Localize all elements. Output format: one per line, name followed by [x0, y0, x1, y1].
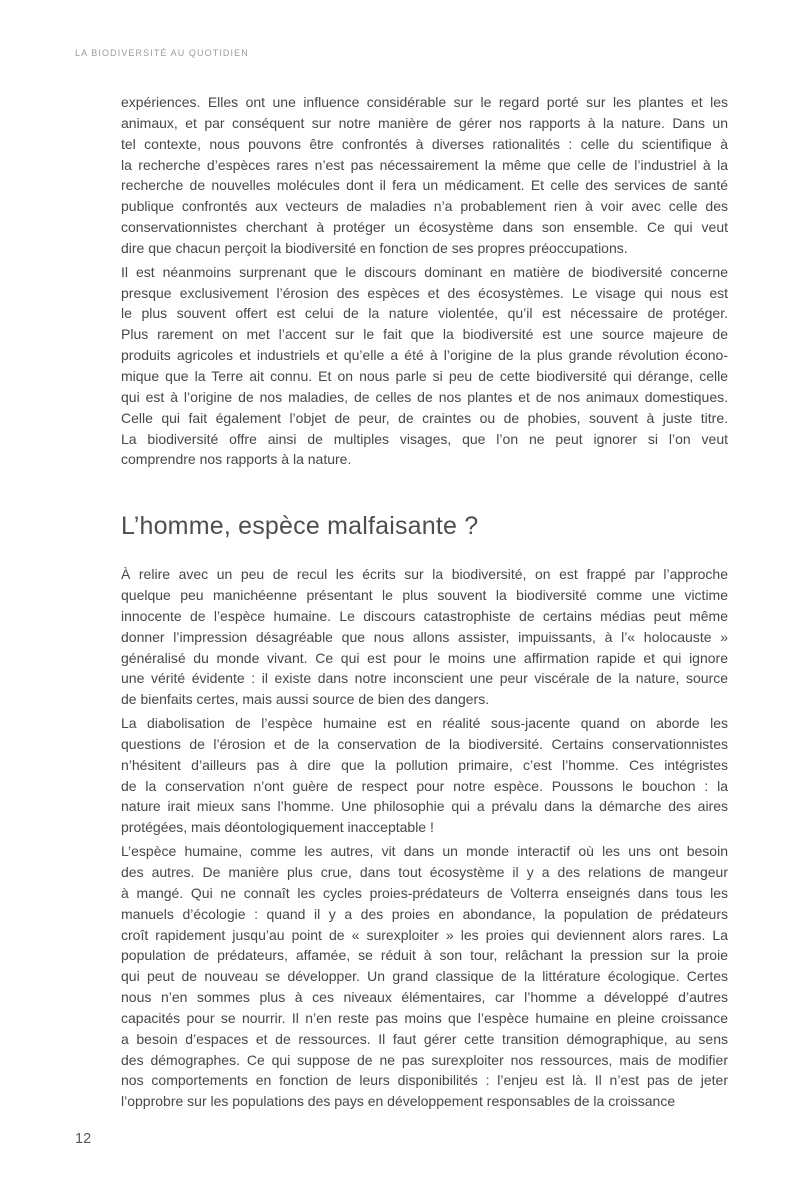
paragraph-line: innocente de l’espèce humaine. Le discours catastrophiste de certains médias peut même — [121, 607, 728, 624]
paragraph-line: manuels d’écologie : quand il y a des proies en abondance, la population de prédateurs — [121, 905, 728, 922]
paragraph-line: expériences. Elles ont une influence considérable sur le regard porté sur les plantes et les — [121, 94, 728, 110]
paragraph-line: tel contexte, nous pouvons être confrontés à diverses rationalités : celle du scientifique à — [121, 135, 728, 152]
paragraph-line: produits agricoles et industriels et qu’elle a été à l’origine de la plus grande révolution écono- — [121, 347, 728, 364]
paragraph-line: publique confrontés aux vecteurs de maladies n’a probablement rien à voir avec celle des — [121, 198, 728, 215]
paragraph-line: des autres. De manière plus crue, dans tout écosystème il y a des relations de mangeur — [121, 864, 728, 880]
paragraph-line: qui peut de nouveau se développer. Un grand classique de la littérature écologique. Certes — [121, 968, 728, 985]
paragraph-line: n’hésitent d’ailleurs pas à dire que la pollution primaire, c’est l’homme. Ces intégristes — [121, 756, 728, 773]
paragraph-line: nous n’en sommes plus à ces niveaux élémentaires, car l’homme a développé d’autres — [121, 989, 728, 1006]
paragraph-line: animaux, et par conséquent sur notre manière de gérer nos rapports à la nature. Dans un — [121, 114, 728, 131]
section-heading: L’homme, espèce malfaisante ? — [121, 512, 479, 541]
paragraph-line: comprendre nos rapports à la nature. — [121, 451, 352, 468]
paragraph — [121, 841, 728, 1112]
paragraph-line: généralisé du monde vivant. Ce qui est pour le moins une affirmation rapide et qui ignore — [121, 649, 728, 666]
paragraph-line: le plus souvent offert est celui de la nature violentée, qu’il est nécessaire de protéger. — [121, 305, 728, 322]
paragraph — [121, 713, 728, 838]
paragraph-line: croît rapidement jusqu’au point de « surexploiter » les proies qui deviennent alors rares. La — [121, 926, 728, 943]
paragraph-line: La diabolisation de l’espèce humaine est en réalité sous-jacente quand on aborde les — [121, 715, 728, 732]
paragraph-line: quelque peu manichéenne présentant le plus souvent la biodiversité comme une victime — [121, 587, 728, 604]
paragraph-line: une vérité évidente : il existe dans notre inconscient une peur viscérale de la nature, source — [121, 670, 728, 687]
paragraph-line: la recherche d’espèces rares n’est pas nécessairement la même que celle de l’industriel à la — [121, 156, 728, 173]
paragraph — [121, 92, 728, 259]
paragraph-line: nature irait mieux sans l’homme. Une philosophie qui a prévalu dans la démarche des aires — [121, 798, 728, 815]
paragraph-line: de bienfaits certes, mais aussi source de bien des dangers. — [121, 691, 490, 708]
paragraph-line: protégées, mais déontologiquement inacceptable ! — [121, 819, 434, 836]
running-header: LA BIODIVERSITÉ AU QUOTIDIEN — [75, 48, 249, 58]
paragraph-line: Il est néanmoins surprenant que le discours dominant en matière de biodiversité concerne — [121, 263, 728, 280]
paragraph-line: des démographes. Ce qui suppose de ne pas surexploiter nos ressources, mais de modifier — [121, 1051, 728, 1068]
paragraph-line: Plus rarement on met l’accent sur le fait que la biodiversité est une source majeure de — [121, 326, 728, 343]
paragraph-line: de la conservation n’ont guère de respect pour notre espèce. Poussons le bouchon : la — [121, 777, 728, 794]
paragraph-line: presque exclusivement l’érosion des espèces et des écosystèmes. Le visage qui nous est — [121, 284, 728, 301]
paragraph-line: conservationnistes cherchant à protéger un écosystème dans son ensemble. Ce qui veut — [121, 219, 728, 236]
paragraph-line: mique que la Terre ait connu. Et on nous parle si peu de cette biodiversité qui dérange, celle — [121, 367, 728, 384]
paragraph-line: À relire avec un peu de recul les écrits sur la biodiversité, on est frappé par l’approche — [121, 566, 728, 583]
paragraph-line: l’opprobre sur les populations des pays en développement responsables de la croissance — [121, 1093, 676, 1110]
paragraph-line: qui est à l’origine de nos maladies, de celles de nos plantes et de nos animaux domestiques. — [121, 388, 728, 405]
text-column — [121, 92, 728, 1115]
paragraph-line: capacités pour se nourrir. Il n’en reste pas moins que l’espèce humaine en pleine croissance — [121, 1009, 728, 1026]
paragraph — [121, 564, 728, 710]
paragraph-line: donner l’impression désagréable que nous allons assister, impuissants, à l’« holocauste » — [121, 628, 728, 645]
page-number: 12 — [75, 1131, 92, 1147]
paragraph-line: recherche de nouvelles molécules dont il fera un médicament. Et celle des services de santé — [121, 177, 728, 194]
paragraph-line: questions de l’érosion et de la conservation de la biodiversité. Certains conservationnistes — [121, 735, 728, 752]
paragraph-line: dire que chacun perçoit la biodiversité en fonction de ses propres préoccupations. — [121, 239, 628, 256]
paragraph-line: à mangé. Qui ne connaît les cycles proies-prédateurs de Volterra enseignés dans tous les — [121, 884, 728, 901]
paragraph-line: population de prédateurs, affamée, se réduit à son tour, relâchant la pression sur la proie — [121, 947, 728, 964]
paragraph-line: nos comportements en fonction de leurs disponibilités : l’enjeu est là. Il n’est pas de jeter — [121, 1072, 728, 1089]
paragraph-line: Celle qui fait également l’objet de peur, de craintes ou de phobies, souvent à juste titre. — [121, 409, 728, 426]
paragraph-line: a besoin d’espaces et de ressources. Il faut gérer cette transition démographique, au sens — [121, 1030, 728, 1047]
paragraph-line: La biodiversité offre ainsi de multiples visages, que l’on ne peut ignorer si l’on veut — [121, 430, 728, 447]
paragraph-line: L’espèce humaine, comme les autres, vit dans un monde interactif où les uns ont besoin — [121, 843, 728, 860]
paragraph — [121, 262, 728, 470]
